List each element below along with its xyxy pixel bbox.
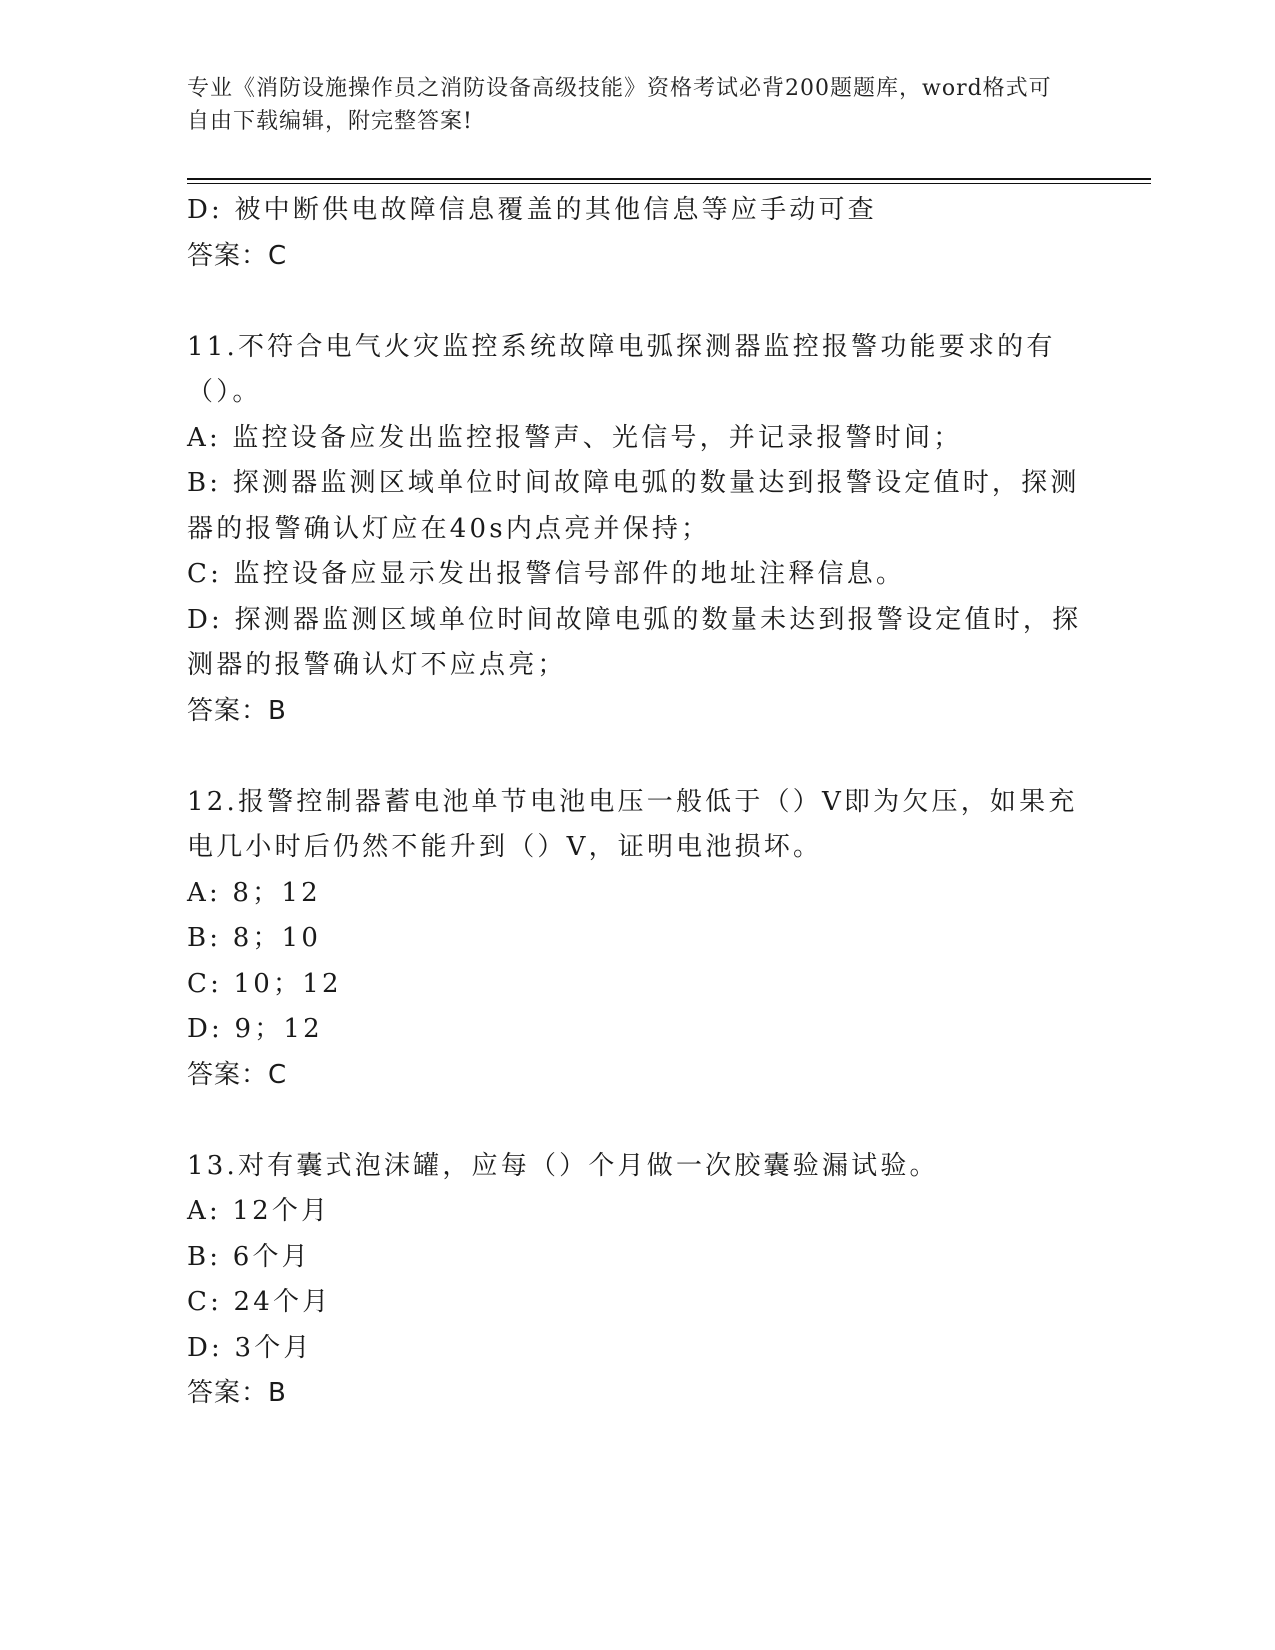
option-d: D: 9；12 — [187, 1014, 323, 1044]
question-stem: 11.不符合电气火灾监控系统故障电弧探测器监控报警功能要求的有（）。 — [187, 331, 1056, 407]
answer-line: 答案：C — [187, 240, 288, 271]
option-d: D: 探测器监测区域单位时间故障电弧的数量未达到报警设定值时，探测器的报警确认灯不应点亮； — [187, 604, 1082, 680]
question-stem: 13.对有囊式泡沫罐，应每（）个月做一次胶囊验漏试验。 — [187, 1150, 939, 1181]
header-divider-thick — [187, 178, 1151, 180]
question-11 — [187, 325, 1087, 735]
question-12 — [187, 780, 1087, 1099]
question-13 — [187, 1144, 1087, 1417]
option-a: A: 12个月 — [187, 1196, 331, 1226]
option-c: C: 24个月 — [187, 1287, 332, 1317]
option-a: A: 监控设备应发出监控报警声、光信号，并记录报警时间； — [187, 422, 963, 453]
document-header: 专业《消防设施操作员之消防设备高级技能》资格考试必背200题题库，word格式可自由下载编辑，附完整答案! — [187, 76, 1052, 134]
option-c: C: 监控设备应显示发出报警信号部件的地址注释信息。 — [187, 559, 906, 589]
option-a: A: 8；12 — [187, 877, 321, 908]
option-b: B: 6个月 — [187, 1241, 311, 1272]
header-divider-thin — [187, 183, 1151, 184]
document-body — [187, 188, 1087, 1417]
option-b: B: 探测器监测区域单位时间故障电弧的数量达到报警设定值时，探测器的报警确认灯应在40s内点亮并保持； — [187, 468, 1080, 544]
question-stem: 12.报警控制器蓄电池单节电池电压一般低于（）V即为欠压，如果充电几小时后仍然不能升到（）V，证明电池损坏。 — [187, 786, 1078, 862]
option-d: D: 3个月 — [187, 1332, 313, 1363]
question-fragment — [187, 188, 1087, 279]
answer-line: 答案：B — [187, 695, 287, 726]
option-b: B: 8；10 — [187, 923, 322, 953]
option-d: D: 被中断供电故障信息覆盖的其他信息等应手动可查 — [187, 195, 877, 225]
answer-line: 答案：B — [187, 1378, 287, 1408]
option-c: C: 10；12 — [187, 968, 342, 999]
answer-line: 答案：C — [187, 1059, 288, 1090]
